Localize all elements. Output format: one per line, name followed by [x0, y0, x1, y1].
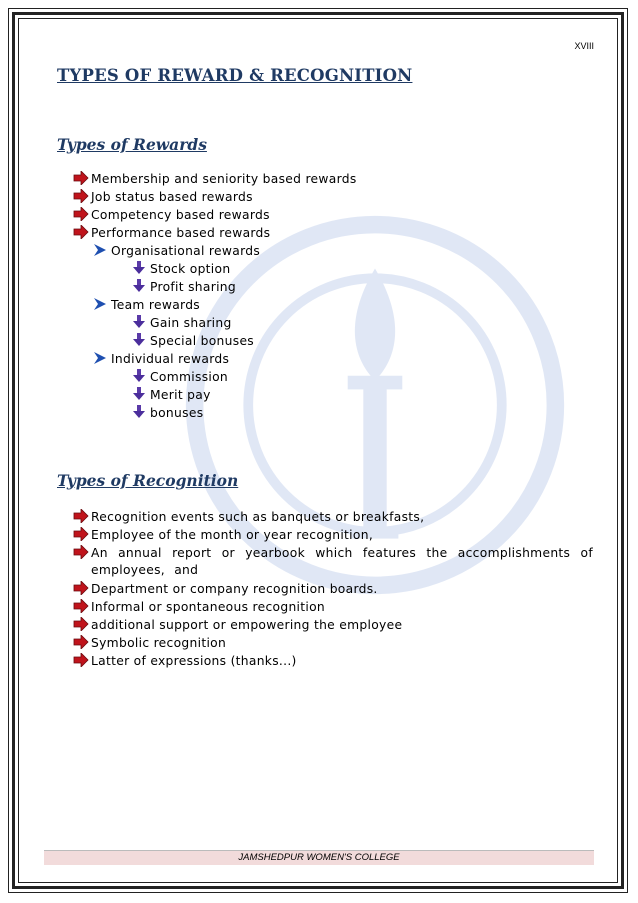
list-item: Gain sharing [150, 316, 232, 330]
list-item: Performance based rewards [91, 226, 271, 240]
red-arrow-bullet-icon [73, 599, 89, 613]
blue-chevron-bullet-icon [92, 351, 108, 365]
down-arrow-bullet-icon [131, 333, 147, 347]
blue-chevron-bullet-icon [92, 243, 108, 257]
list-item: Job status based rewards [91, 190, 253, 204]
down-arrow-bullet-icon [131, 387, 147, 401]
list-item: Merit pay [150, 388, 211, 402]
list-item: additional support or empowering the employee [91, 618, 403, 632]
list-item: Special bonuses [150, 334, 255, 348]
blue-chevron-bullet-icon [92, 297, 108, 311]
red-arrow-bullet-icon [73, 509, 89, 523]
list-item: An annual report or yearbook which features the accomplishments of employees, and [91, 546, 593, 577]
red-arrow-bullet-icon [73, 189, 89, 203]
sub-group-label: Individual rewards [111, 352, 230, 366]
footer-bar [44, 850, 594, 865]
red-arrow-bullet-icon [73, 545, 89, 559]
recognition-heading: Types of Recognition [57, 471, 239, 490]
red-arrow-bullet-icon [73, 653, 89, 667]
list-item: Department or company recognition boards. [91, 582, 378, 596]
down-arrow-bullet-icon [131, 369, 147, 383]
list-item: Stock option [150, 262, 231, 276]
red-arrow-bullet-icon [73, 527, 89, 541]
list-item: Competency based rewards [91, 208, 270, 222]
list-item: Symbolic recognition [91, 636, 227, 650]
red-arrow-bullet-icon [73, 581, 89, 595]
down-arrow-bullet-icon [131, 261, 147, 275]
list-item: Commission [150, 370, 229, 384]
down-arrow-bullet-icon [131, 279, 147, 293]
footer-college-name: JAMSHEDPUR WOMEN'S COLLEGE [238, 852, 400, 863]
list-item: Profit sharing [150, 280, 236, 294]
red-arrow-bullet-icon [73, 207, 89, 221]
list-item: bonuses [150, 406, 204, 420]
sub-group-label: Team rewards [111, 298, 201, 312]
list-item: Employee of the month or year recognition, [91, 528, 374, 542]
page-number: XVIII [574, 41, 594, 51]
red-arrow-bullet-icon [73, 171, 89, 185]
down-arrow-bullet-icon [131, 315, 147, 329]
list-item: Latter of expressions (thanks...) [91, 654, 297, 668]
list-item: Informal or spontaneous recognition [91, 600, 326, 614]
red-arrow-bullet-icon [73, 225, 89, 239]
page-title: TYPES OF REWARD & RECOGNITION [57, 66, 413, 85]
sub-group-label: Organisational rewards [111, 244, 261, 258]
list-item: Membership and seniority based rewards [91, 172, 357, 186]
list-item: Recognition events such as banquets or breakfasts, [91, 510, 425, 524]
red-arrow-bullet-icon [73, 617, 89, 631]
rewards-heading: Types of Rewards [57, 135, 207, 154]
down-arrow-bullet-icon [131, 405, 147, 419]
red-arrow-bullet-icon [73, 635, 89, 649]
